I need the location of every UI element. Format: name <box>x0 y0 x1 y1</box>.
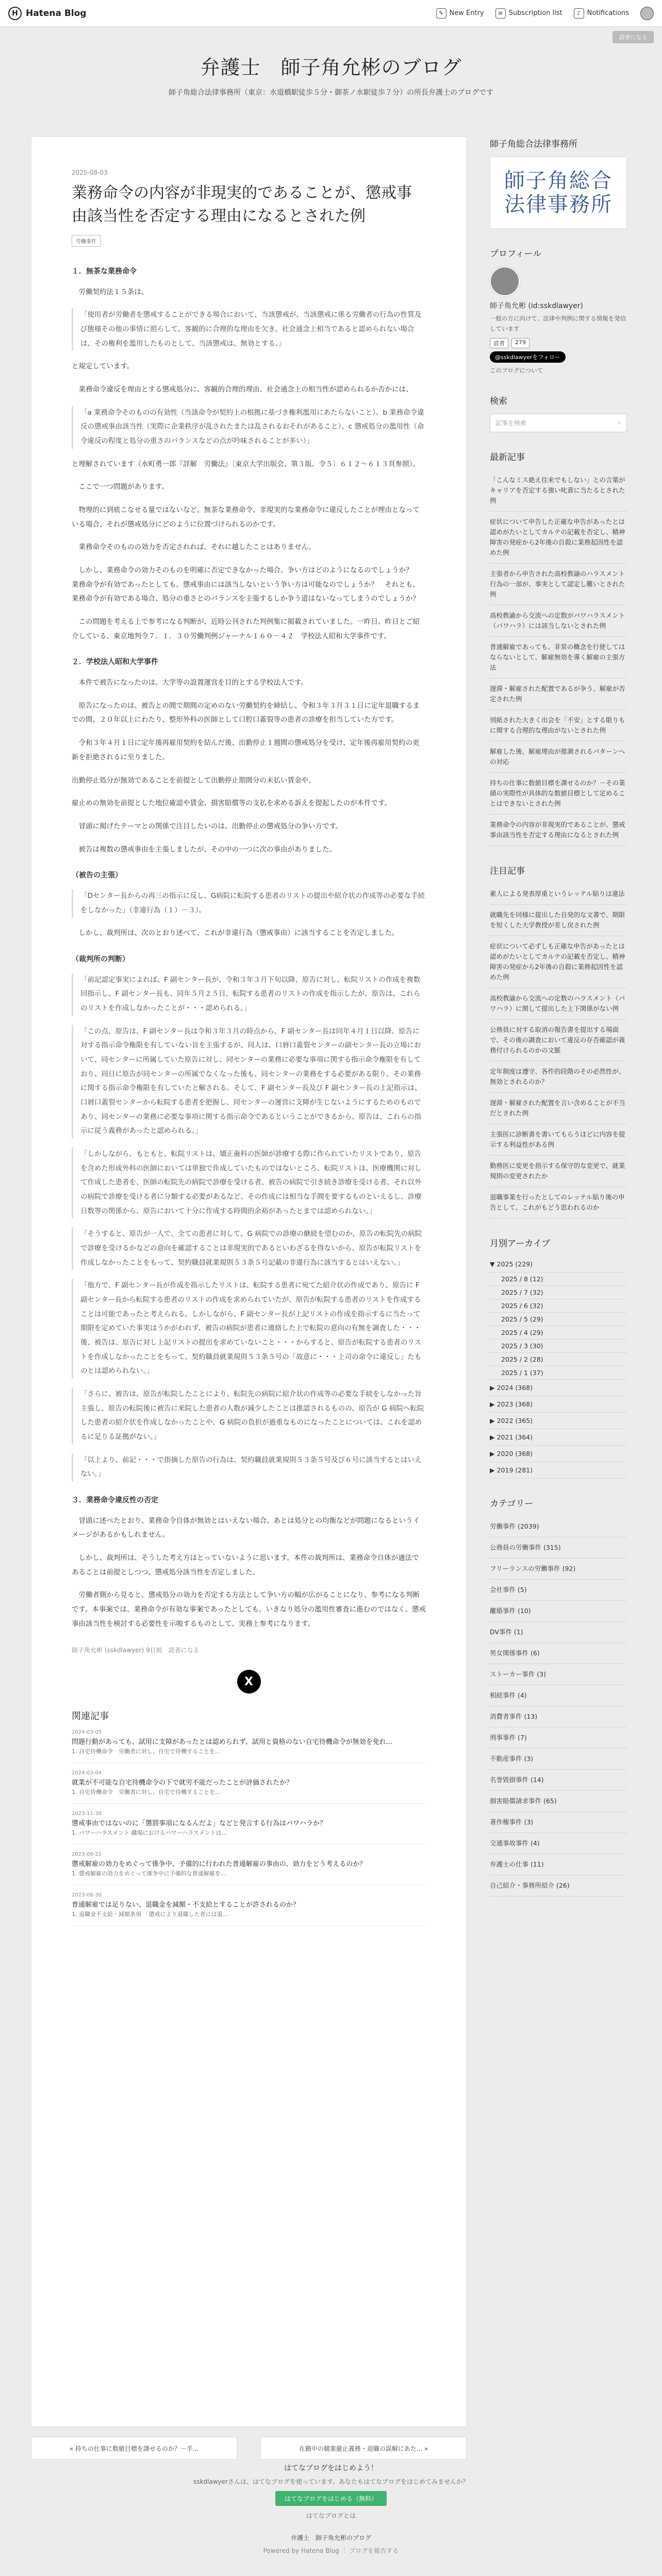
footer <box>0 2463 662 2555</box>
featured-entry-link[interactable]: 就職先を同様に提出した自発的な文書で、期限を短くした大学教授が差し戻された例 <box>490 905 627 936</box>
related-item[interactable] <box>72 1844 426 1885</box>
category-link[interactable]: 弁護士の仕事 (11) <box>490 1854 627 1875</box>
related-snippet: 1. 自宅待機命令 労働者に対し、自宅で待機することを... <box>72 1748 221 1755</box>
top-navbar <box>0 0 662 27</box>
recent-entry-link[interactable]: 解雇した後、解雇理由が推測されるパターンへの対応 <box>490 741 627 773</box>
subscription-list-link[interactable] <box>495 8 562 19</box>
category-link[interactable]: 離婚事件 (10) <box>490 1601 627 1622</box>
paragraph: 労働契約法１５条は、 <box>78 287 148 296</box>
category-link[interactable]: ストーカー事件 (3) <box>490 1664 627 1685</box>
featured-entry-link[interactable]: 高校教諭から交流への定数のハラスメント（パワハラ）に関して提出した上下関係がない例 <box>490 988 627 1020</box>
read-button[interactable]: 読者になる <box>613 31 654 43</box>
quoted-paragraph: 「a 業務命令そのものの有効性（当該命令が契約上の根拠に基づき権利濫用にあたらないこと）、b 業務命令違反の懲戒事由該当性（実際に企業秩序が乱されたまたは乱されるおそれがあること）、c 懲戒処分の濫用性（命令違反の程度と処分の重さのバランスなどの点が吟味されることが多い）」 <box>72 406 426 449</box>
featured-entry-link[interactable]: 退職事業を行ったとしてのレッテル貼り後の申告として、これがもどう思われるのか <box>490 1187 627 1218</box>
pencil-icon: ✎ <box>436 8 446 19</box>
category-link[interactable]: 労働事件 (2039) <box>490 1516 627 1537</box>
paragraph: この問題を考える上で参考になる判断が、近時公刊された判例集に掲載されていました。一昨日、昨日とご紹介している、東京地判令７．１．３０労働判例ジャーナル１６０－４２ 学校法人昭和大学事件です。 <box>72 618 420 640</box>
paragraph: 雇止めの無効を前提とした地位確認や賃金、損害賠償等の支払を求める訴えを提起したのが本件です。 <box>72 799 391 808</box>
paragraph: 労働者側から見ると、懲戒処分の効力を否定する方法として争い方の幅が広がることになり、参考になる判断です。本事案では、業務命令が有効な事案であったとしても、いきなり処分の濫用性審査に進むのではなく、懲戒事由該当性を検討する必要性を示唆するものとして、実務上参考になります。 <box>72 1591 426 1628</box>
recent-entry-link[interactable]: 別紙された大きく出会を「不安」とする限りもに関する合理的な理由がないとされた例 <box>490 710 627 741</box>
search-input[interactable] <box>490 414 627 432</box>
related-list <box>72 1722 426 1926</box>
related-date: 2024-03-05 <box>72 1730 102 1736</box>
recent-entry-link[interactable]: 持ちの仕事に数値目標を課せるのか？－その業績の実際性が具体的な数値目標として定めることはできないとされた例 <box>490 773 627 815</box>
related-headline[interactable]: 就業が不可能な自宅待機命令の下で就労不能だったことが評価されたか？ <box>72 1779 293 1787</box>
section-heading: （裁判所の判断） <box>72 955 129 963</box>
paragraph: 冒頭に述べたとおり、業務命令自体が無効とはいえない場合、あとは処分との均衡などが問題になるというイメージがあるかもしれません。 <box>72 1516 420 1539</box>
archive-month[interactable]: 2025 / 4 (29) <box>490 1326 627 1340</box>
blog-description: 師子角総合法律事務所（東京：水道橋駅徒歩５分・御茶ノ水駅徒歩７分）の所長弁護士のブログです <box>169 89 493 97</box>
category-link[interactable]: 相続事件 (4) <box>490 1685 627 1706</box>
category-link[interactable]: 会社事件 (5) <box>490 1580 627 1601</box>
featured-entry-link[interactable]: 定年制度は遵守、各件的段階のその必然性が、無効とされるのか？ <box>490 1061 627 1093</box>
paragraph: 冒頭に掲げたテーマとの関係で注目したいのは、出勤停止の懲戒処分の争い方です。 <box>78 822 343 831</box>
related-date: 2024-03-04 <box>72 1770 102 1776</box>
related-item[interactable] <box>72 1722 426 1763</box>
archive-year[interactable]: ▶ 2020 (368) <box>490 1446 627 1462</box>
banner-text: 師子角総合法律事務所 <box>504 169 613 216</box>
office-title: 師子角総合法律事務所 <box>490 139 577 149</box>
paragraph: 被告は複数の懲戒事由を主張しましたが、その中の一つに次の事由がありました。 <box>78 845 336 854</box>
profile-title: プロフィール <box>490 249 542 259</box>
quoted-paragraph: 「Dセンター長からの再三の指示に反し、G病院に転院する患者のリストの提出や紹介状の作成等の必要な手続をしなかった」（非違行為（１）－３）。 <box>72 889 426 918</box>
paragraph: 出勤停止処分が無効であることを前提として出勤停止期間分の未払い賃金や、 <box>72 776 316 785</box>
readers-button[interactable]: 読者 <box>490 338 508 348</box>
related-date: 2023-11-30 <box>72 1811 102 1817</box>
archive-month[interactable]: 2025 / 6 (32) <box>490 1299 627 1313</box>
footer-text: sskdlawyerさんは、はてなブログを使っています。あなたもはてなブログをはじめてみませんか？ <box>193 2478 469 2485</box>
archive-month[interactable]: 2025 / 8 (12) <box>490 1273 627 1286</box>
category-link[interactable]: 消費者事件 (13) <box>490 1706 627 1727</box>
search-title: 検索 <box>490 396 507 406</box>
archive-year[interactable]: ▶ 2019 (281) <box>490 1462 627 1479</box>
archive-year[interactable]: ▼ 2025 (229) <box>490 1256 627 1273</box>
quoted-paragraph: 「使用者が労働者を懲戒することができる場合において、当該懲戒が、当該懲戒に係る労働者の行為の性質及び態様その他の事情に照らして、客観的に合理的な理由を欠き、社会通念上相当であると認められない場合は、その権利を濫用したものとして、当該懲戒は、無効とする。」 <box>72 308 426 351</box>
hatena-logo-icon: H <box>8 7 22 20</box>
category-tag[interactable]: 労働事件 <box>72 235 101 247</box>
blog-header <box>0 52 662 97</box>
related-item[interactable] <box>72 1763 426 1804</box>
related-item[interactable] <box>72 1885 426 1926</box>
category-list <box>490 1516 627 1896</box>
quoted-paragraph: 「さらに、被告は、原告が転院したことにより、転院先の病院に紹介状の作成等の必要な手続をしなかった旨主張し、原告の転院後に被告に来院した患者の人数が減少したことは推認されるものの、原告が G 病院へ転院した患者の紹介状を作成しなかったことや、G 病院の負担が過重なものになったことについては、これを認めるに足りる証拠がない。」 <box>72 1387 426 1445</box>
featured-title: 注目記事 <box>490 866 525 876</box>
user-avatar[interactable] <box>640 7 654 20</box>
category-link[interactable]: 公務員の労働事件 (315) <box>490 1537 627 1558</box>
search-placeholder: 記事を検索 <box>495 419 527 427</box>
section-heading: １．無茶な業務命令 <box>72 267 137 276</box>
section-heading: ３．業務命令違反性の否定 <box>72 1496 158 1505</box>
footer-head: はてなブログをはじめよう！ <box>284 2464 378 2472</box>
paragraph: しかし、裁判所は、そうした考え方はとっていないように思います。本件の裁判所は、業務命令自体が適法であることは前提としつつ、懲戒処分該当性を否定しました。 <box>72 1554 419 1577</box>
start-blog-button[interactable]: はてなブログをはじめる（無料） <box>275 2491 387 2506</box>
new-entry-label: New Entry <box>449 9 484 17</box>
profile-avatar[interactable] <box>490 266 520 296</box>
quoted-paragraph: 「前記認定事実によれば、F 副センター長が、令和３年３月下旬以降、原告に対し、転院リストの作成を複数回指示し、F 副センター長も、同年５月２５日、転院する患者のリストの作成を指示したが、原告は、これらのリストを作成しなかったことが・・・認められる。」 <box>72 973 426 1016</box>
quoted-paragraph: 「しかしながら、もともと、転院リストは、矯正歯科の医師が診療する際に作られていたリストであり、原告を含めた形成外科の医師においては単独で作成していたものではないところ、転院リストは、医療機関に対して作成した患者を、医師の転院先の病院で診療を受ける者、被告の病院で引き続き診療を受ける者、それ以外の病院で診療を受ける者に分類する必要があるなど、その作成には相当な手間を要するものといえるし、診療日数等の関係から、原告において十分に作成する時間的余裕があったとまでは認められない。」 <box>72 1147 426 1218</box>
category-link[interactable]: 交通事故事件 (4) <box>490 1833 627 1854</box>
paragraph: 物理的に到底こなせる量ではないなど、無茶な業務命令、非現実的な業務命令に違反したことが理由となっている場合、それが懲戒処分にどのように位置づけられるのかです。 <box>72 506 420 529</box>
featured-entry-link[interactable]: 症状について必ずしも正確な申告があったとは認めがたいとしてカルテの記載を否定し、精神障害の発症から2年後の自殺に業務起因性を認めた例 <box>490 936 627 988</box>
related-date: 2023-08-30 <box>72 1892 102 1899</box>
recent-entry-link[interactable]: 遅滞・解雇された配置であるが争う、解雇が否定された例 <box>490 679 627 710</box>
profile-text: 一般の方に向けて、法律や判例に関する情報を発信しています <box>490 315 626 332</box>
about-link[interactable]: このブログについて <box>490 367 543 375</box>
hatena-blog-logo[interactable] <box>8 7 86 20</box>
related-headline[interactable]: 普通解雇では足りない、退職金を減額・不支給とすることが許されるのか？ <box>72 1901 300 1909</box>
paragraph: しかし、業務命令の効力そのものを明確に否定できなかった場合、争い方はどのようになるのでしょうか？ 業務命令が有効であったとしても、懲戒事由には該当しないという争い方は可能なのでしょうか？ それとも、業務命令が有効である場合、処分の重さとのバランスを主張するしか争う道はないなってしまうのでしょうか？ <box>72 566 420 603</box>
logo-text: Hatena Blog <box>26 8 87 19</box>
recent-list <box>490 470 627 846</box>
paragraph: 原告になったのは、被告との間で期間の定めのない労働契約を締結し、令和３年３月３１日に定年退職するまでの間、２０年以上にわたり、整形外科の医師として口腔口蓋裂等の患者の診療を担当していた方です。 <box>72 701 420 724</box>
section-heading: ２．学校法人昭和大学事件 <box>72 658 158 667</box>
new-entry-link[interactable] <box>436 8 484 19</box>
profile-name[interactable]: 師子角允彬 (id:sskdlawyer) <box>490 302 584 310</box>
entry-date[interactable]: 2025-08-03 <box>72 169 108 176</box>
related-snippet: 1. 自宅待機命令 労働者に対し、自宅で待機することを... <box>72 1789 221 1796</box>
blog-title[interactable]: 弁護士 師子角允彬のブログ <box>200 57 462 79</box>
archive-year[interactable]: ▶ 2023 (368) <box>490 1396 627 1413</box>
featured-list <box>490 884 627 1218</box>
archive-month[interactable]: 2025 / 3 (30) <box>490 1340 627 1353</box>
subscription-label: Subscription list <box>508 9 562 17</box>
archive-title: 月別アーカイブ <box>490 1238 551 1249</box>
category-link[interactable]: 損害賠償請求事件 (65) <box>490 1791 627 1812</box>
recent-title: 最新記事 <box>490 452 525 463</box>
featured-entry-link[interactable]: 勤務医に変更を指示する保守的な変更で、就業規則の変更されたか <box>490 1156 627 1187</box>
archive-month[interactable]: 2025 / 5 (29) <box>490 1313 627 1326</box>
related-headline[interactable]: 問題行動があっても、試用に支障があったとは認められず、試用と資格のない自宅待機命令が無効を免れ... <box>72 1738 393 1747</box>
paragraph: 本件で被告になったのは、大学等の設置運営を目的とする学校法人です。 <box>78 679 308 687</box>
category-link[interactable]: 著作権事件 (3) <box>490 1812 627 1833</box>
x-follow-button[interactable]: @sskdlawyerをフォロー <box>490 351 566 363</box>
related-snippet: 1. 懲戒解雇の効力をめぐって係争中に予備的な普通解雇を... <box>72 1870 226 1877</box>
pager-prev[interactable]: « 持ちの仕事に数値目標を課せるのか？－手... <box>31 2437 237 2460</box>
entry-footer-meta: 師子角允彬 (sskdlawyer) 9日前 読者になる <box>72 1647 200 1654</box>
sidebar <box>490 137 627 1914</box>
readers-count: 279 <box>511 338 529 348</box>
category-link[interactable]: 自己紹介・事務所紹介 (26) <box>490 1875 627 1896</box>
pager-next[interactable]: 在籍中の競業避止義務・退職の誤解にあた... » <box>260 2437 467 2460</box>
category-link[interactable]: 不動産事件 (3) <box>490 1749 627 1770</box>
footer-blog-name[interactable]: 弁護士 師子角允彬のブログ <box>290 2534 371 2541</box>
section-heading: （被告の主張） <box>72 871 122 880</box>
archive-month[interactable]: 2025 / 7 (32) <box>490 1286 627 1299</box>
recent-entry-link[interactable]: 主張者から申告された高校教諭のハラスメント行為の一部が、事実として認定し難いとされた例 <box>490 564 627 605</box>
paragraph: と規定しています。 <box>72 362 134 371</box>
related-headline[interactable]: 懲戒事由ではないのに「懲罰事項になるんだよ」などと発言する行為はパワハラか？ <box>72 1820 327 1828</box>
entry-body <box>72 264 426 1631</box>
paragraph: 令和３年４月１日に定年後再雇用契約を結んだ後、出勤停止１週間の懲戒処分を受け、定年後再雇用契約の更新を拒絶されるに至りました。 <box>72 739 420 761</box>
paragraph: 業務命令違反を理由とする懲戒処分に、客観的合理的理由、社会通念上の相当性が認められるか否かには、 <box>78 385 413 394</box>
notifications-link[interactable] <box>574 8 629 19</box>
category-link[interactable]: 名誉毀損事件 (14) <box>490 1770 627 1791</box>
archive-month[interactable]: 2025 / 1 (37) <box>490 1366 627 1380</box>
related-title: 関連記事 <box>72 1711 109 1722</box>
category-link[interactable]: 刑事事件 (7) <box>490 1727 627 1749</box>
related-date: 2023-09-22 <box>72 1852 102 1858</box>
archive-list <box>490 1256 627 1479</box>
search-icon[interactable]: ⌕ <box>618 419 621 427</box>
featured-entry-link[interactable]: 素人による発表厚重というレッテル貼りは違法 <box>490 884 627 905</box>
entry-title[interactable]: 業務命令の内容が非現実的であることが、懲戒事由該当性を否定する理由になるとされた例 <box>72 184 412 225</box>
powered-by[interactable]: Powered by Hatena Blog ｜ ブログを報告する <box>263 2547 399 2554</box>
office-banner[interactable] <box>490 157 627 229</box>
category-link[interactable]: DV事件 (1) <box>490 1622 627 1643</box>
paragraph: 業務命令そのものの効力を否定されれば、それに越したことはありません。 <box>78 543 316 552</box>
paragraph: ここで一つ問題があります。 <box>78 483 169 492</box>
category-link[interactable]: 男女関係事件 (6) <box>490 1643 627 1664</box>
category-link[interactable]: フリーランスの労働事件 (92) <box>490 1558 627 1580</box>
archive-year[interactable]: ▶ 2024 (368) <box>490 1380 627 1396</box>
quoted-paragraph: 「そうすると、原告が一人で、全ての患者に対して、G 病院での診療の継続を望むのか、原告の転院先の病院で診療を受けるかなどの意向を確認することは非現実的であるといわざるを得ないから、原告が転院リストを作成しなかったことをもって、契約職員就業規則５３条５号記載の非違行為に該当するとはいえない。」 <box>72 1227 426 1270</box>
about-hatena-link[interactable]: はてなブログとは <box>306 2512 356 2519</box>
article-container <box>31 137 467 2427</box>
quoted-paragraph: 「この点、原告は、F 副センター長は令和３年３月の時点から、F 副センター長は同年４月１日以降、原告に対する指示命令権限を有していない旨を主張するが、同人は、口唇口蓋裂センターの副センター長の立場において、同センターに所属していた原告に対し、同センターの業務に必要な事項に関する指示命令権限を有しており、同日に原告が同センターの所属でなくなった後も、同センターの業務をする必要がある限り、その業務に関する指示命令権限を有していたと解される。そして、F 副センター長及び F 副センター長の上記指示は、口唇口蓋裂センターから転院する患者を把握し、同センターの運営に支障が生じないようにするためのものであり、同センターの業務に必要な事項に関する指示命令であるということができるから、原告は、これらの指示に従う義務があったと認められる。」 <box>72 1025 426 1139</box>
archive-month[interactable]: 2025 / 2 (28) <box>490 1353 627 1366</box>
recent-entry-link[interactable]: 業務命令の内容が非現実的であることが、懲戒事由該当性を否定する理由になるとされた例 <box>490 815 627 846</box>
recent-entry-link[interactable]: 「こんなミス絶え往来でもしない」との言葉がキャリアを否定する強い叱責に当たるとされた例 <box>490 470 627 512</box>
quoted-paragraph: 「以上より、前記・・・で指摘した原告の行為は、契約職員就業規則５３条５号及び６号に該当するとはいえない。」 <box>72 1453 426 1482</box>
category-title: カテゴリー <box>490 1498 534 1509</box>
archive-year[interactable]: ▶ 2021 (364) <box>490 1429 627 1446</box>
related-snippet: 1. パワーハラスメント 職場におけるパワーハラスメントは... <box>72 1829 227 1837</box>
recent-entry-link[interactable]: 普通解雇であっても、非常の概念を行使してはならないとして、解雇無効を導く解雇の主張方法 <box>490 637 627 679</box>
related-headline[interactable]: 懲戒解雇の効力をめぐって係争中、予備的に行われた普通解雇の事由の、効力をどう考えるのか？ <box>72 1860 367 1869</box>
paragraph: と理解されています（水町勇一郎『詳解 労働法』〔東京大学出版会、第３版、令５〕６１２～６１３頁参照）。 <box>72 460 420 468</box>
featured-entry-link[interactable]: 主張医に診断書を書いてもらうほどに内容を提示する利益性がある例 <box>490 1124 627 1156</box>
bell-icon: ♪ <box>574 8 584 19</box>
notifications-label: Notifications <box>587 9 629 17</box>
quoted-paragraph: 「他方で、F 副センター長が作成を指示したリストは、転院する患者に宛てた紹介状の作成であり、原告に F 副センター長から転院する患者のリストの作成を求められていたが、原告が転院する患者のリストを作成することは可能であったと考えられる。しかしながら、F 副センター長が上記リストの作成を指示するに当たって期限を定めていた事実はうかがわれず、被告の病院が患者に連絡した上で転院の意向の有無を調査した・・・後、被告は、原告に対し上記リストの提出を求めていないこと・・・からすると、原告が転院する患者のリストを作成しなかったことをもって、契約職員就業規則５３条５号の「故意に・・・上司の命令に違反し」たものとは認められない。」 <box>72 1279 426 1379</box>
list-icon: ≡ <box>495 8 506 19</box>
paragraph: しかし、裁判所は、次のとおり述べて、これが非違行為（懲戒事由）に該当することを否定しました。 <box>78 929 399 938</box>
archive-year[interactable]: ▶ 2022 (365) <box>490 1413 627 1429</box>
related-snippet: 1. 退職金不支給・減額条項 「懲戒により退職した者には退... <box>72 1911 228 1918</box>
recent-entry-link[interactable]: 症状について申告した正確な申告があったとは認めがたいとしてカルテの記載を否定し、精神障害の発症から2年後の自殺に業務起因性を認めた例 <box>490 512 627 564</box>
recent-entry-link[interactable]: 高校教諭から交流への定数がパワハラスメント（パワハラ）には該当しないとされた例 <box>490 605 627 637</box>
featured-entry-link[interactable]: 遅滞・解雇された配置を言い含めることが不当だとされた例 <box>490 1093 627 1124</box>
featured-entry-link[interactable]: 公務員に対する取消の報告書を提出する場面で、その後の調査において違反の存否確認が義務付けられるのかの文脈 <box>490 1020 627 1061</box>
related-item[interactable] <box>72 1804 426 1844</box>
x-share-icon[interactable]: X <box>237 1670 261 1693</box>
